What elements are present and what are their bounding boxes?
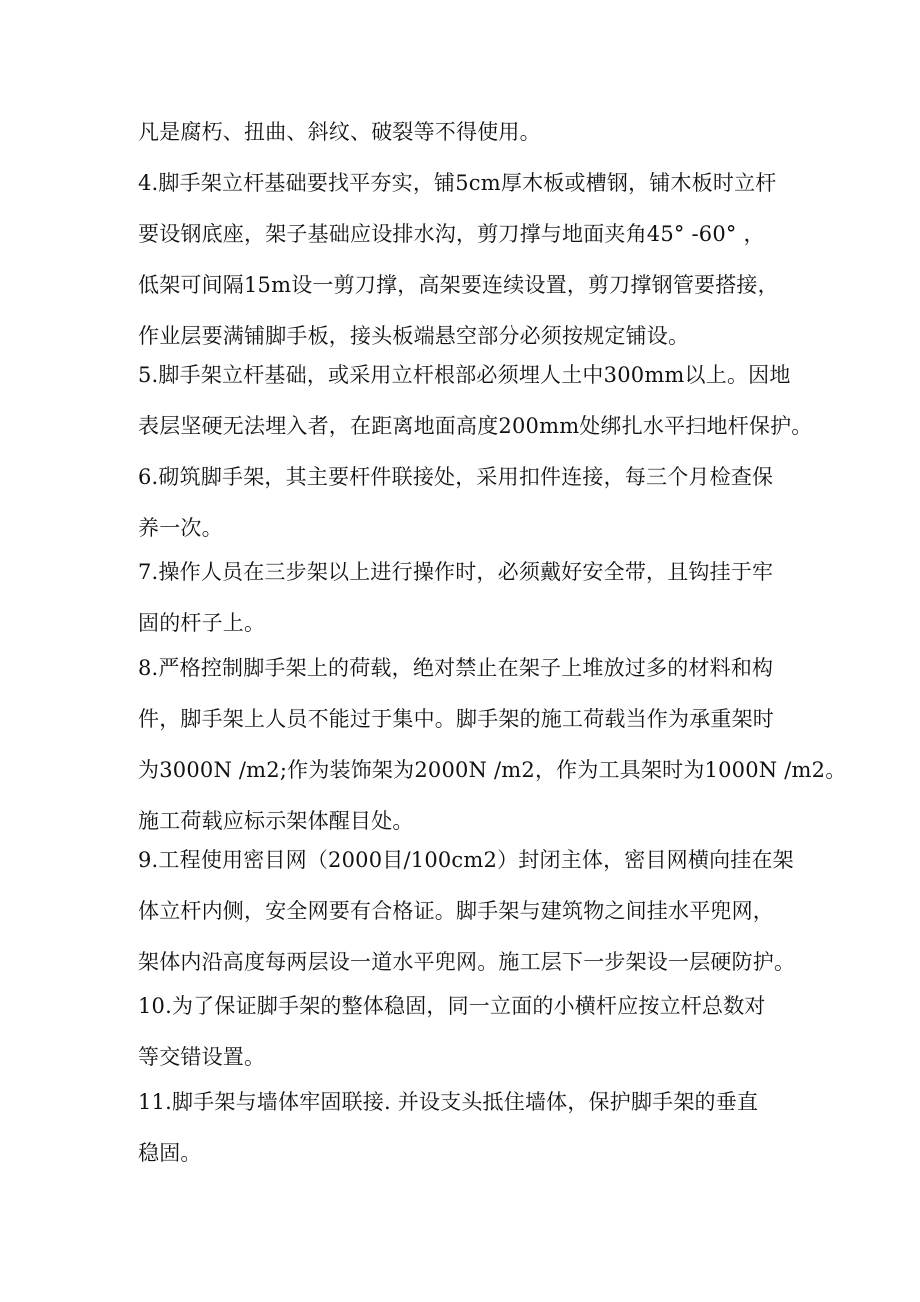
text-line: 要设钢底座，架子基础应设排水沟，剪刀撑与地面夹角45° -60° ， [138, 222, 765, 246]
text-line: 施工荷载应标示架体醒目处。 [138, 809, 414, 833]
text-line: 为3000N /m2;作为装饰架为2000N /m2，作为工具架时为1000N /m2。 [138, 758, 847, 782]
text-line: 表层坚硬无法埋入者，在距离地面高度200mm处绑扎水平扫地杆保护。 [138, 414, 813, 438]
text-line: 10.为了保证脚手架的整体稳固，同一立面的小横杆应按立杆总数对 [138, 994, 766, 1018]
text-line: 体立杆内侧，安全网要有合格证。脚手架与建筑物之间挂水平兜网， [138, 899, 774, 923]
text-line: 养一次。 [138, 516, 223, 540]
text-line: 作业层要满铺脚手板，接头板端悬空部分必须按规定铺设。 [138, 324, 690, 348]
text-line: 件，脚手架上人员不能过于集中。脚手架的施工荷载当作为承重架时 [138, 707, 774, 731]
text-line: 等交错设置。 [138, 1045, 266, 1069]
text-line: 架体内沿高度每两层设一道水平兜网。施工层下一步架设一层硬防护。 [138, 950, 796, 974]
text-line: 4.脚手架立杆基础要找平夯实，铺5cm厚木板或槽钢，铺木板时立杆 [138, 171, 777, 195]
text-line: 11.脚手架与墙体牢固联接. 并设支头抵住墙体，保护脚手架的垂直 [138, 1090, 759, 1114]
text-line: 8.严格控制脚手架上的荷载，绝对禁止在架子上堆放过多的材料和构 [138, 656, 774, 680]
text-line: 5.脚手架立杆基础，或采用立杆根部必须埋人土中300mm以上。因地 [138, 363, 791, 387]
text-line: 稳固。 [138, 1141, 202, 1165]
text-line: 7.操作人员在三步架以上进行操作时，必须戴好安全带，且钩挂于牢 [138, 560, 774, 584]
text-line: 低架可间隔15m设一剪刀撑，高架要连续设置，剪刀撑钢管要搭接， [138, 273, 779, 297]
text-line: 9.工程使用密目网（2000目/100cm2）封闭主体，密目网横向挂在架 [138, 848, 794, 872]
text-line: 凡是腐朽、扭曲、斜纹、破裂等不得使用。 [138, 120, 541, 144]
text-line: 6.砌筑脚手架，其主要杆件联接处，采用扣件连接，每三个月检查保 [138, 465, 774, 489]
text-line: 固的杆子上。 [138, 611, 266, 635]
